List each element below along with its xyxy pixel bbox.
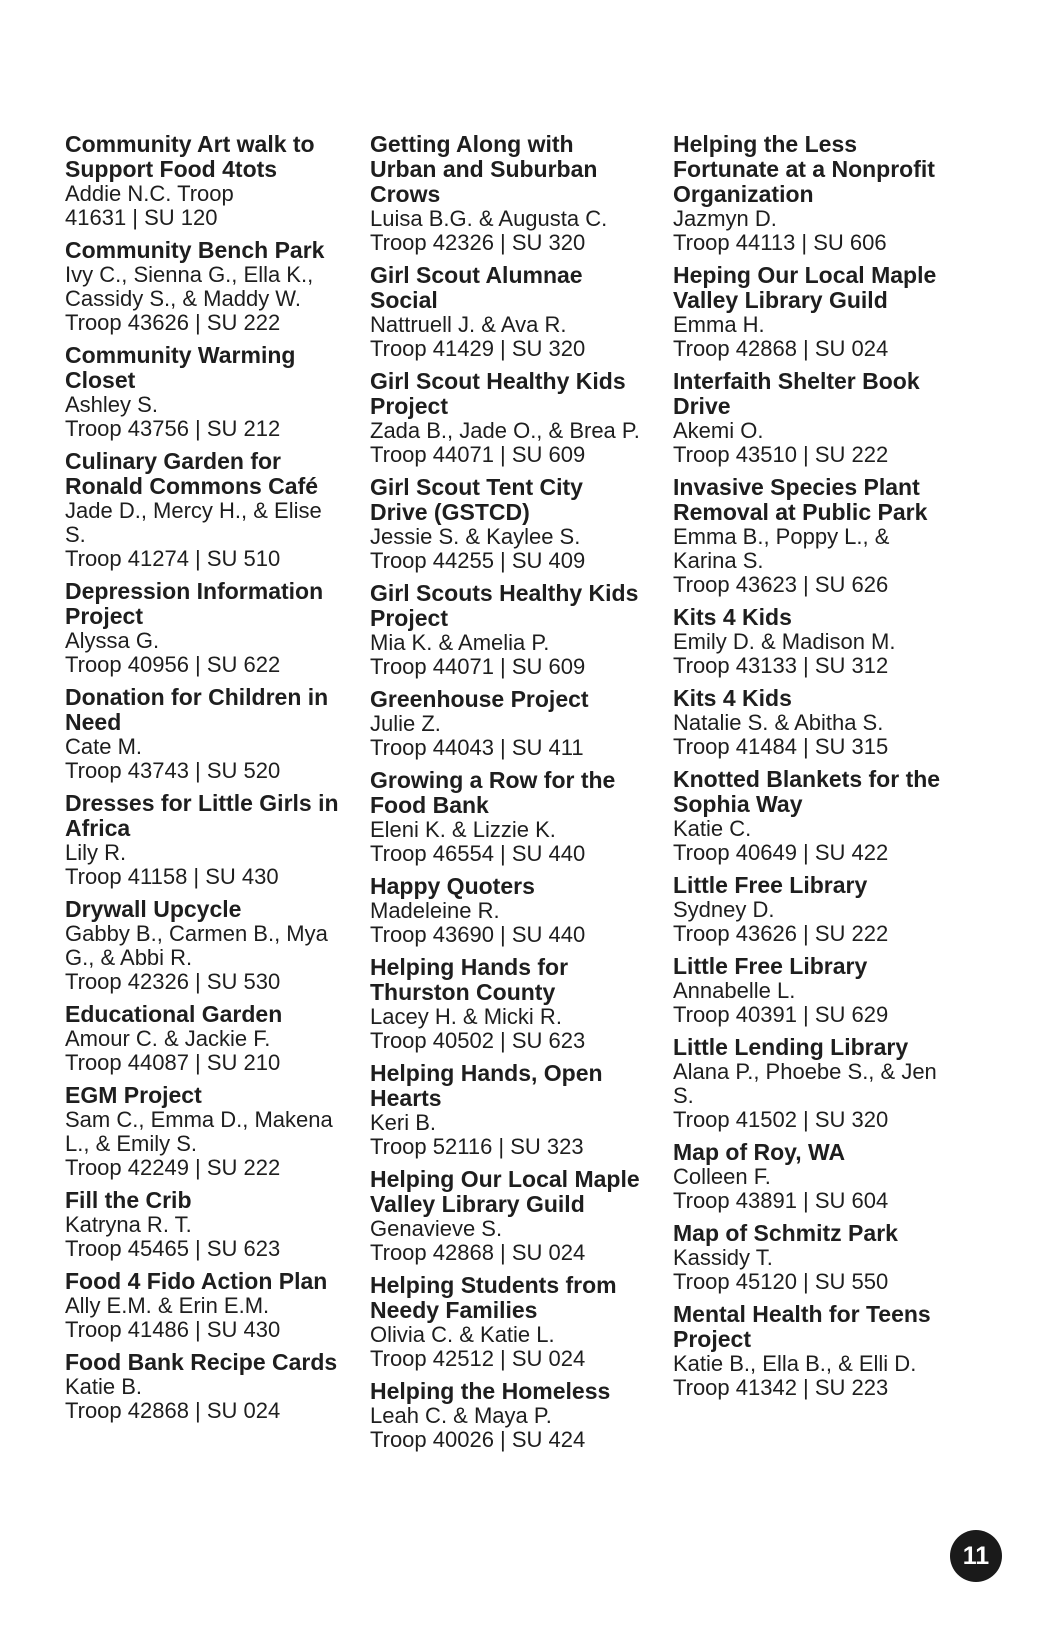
participant-names: Jade D., Mercy H., & Elise S. [65,498,322,547]
project-title: Map of Roy, WA [673,1139,846,1165]
project-title: Helping Hands, Open Hearts [370,1060,603,1111]
project-title: Girl Scout Healthy Kids Project [370,368,626,419]
participant-names: Nattruell J. & Ava R. [370,312,567,337]
project-entry [370,132,645,255]
participant-names: Emma H. [673,312,765,337]
troop-info: Troop 40502 | SU 623 [370,1028,586,1053]
project-entry [65,791,340,889]
troop-info: Troop 43133 | SU 312 [673,653,889,678]
project-title: Helping Students from Needy Families [370,1272,617,1323]
troop-info: Troop 44071 | SU 609 [370,654,586,679]
troop-info: Troop 43743 | SU 520 [65,758,281,783]
project-entry [673,767,948,865]
project-title: Heping Our Local Maple Valley Library Guild [673,262,937,313]
project-entry [65,1269,340,1342]
participant-names: Ally E.M. & Erin E.M. [65,1293,270,1318]
project-title: Drywall Upcycle [65,896,242,922]
project-entry [673,263,948,361]
troop-info: 41631 | SU 120 [65,205,218,230]
project-entry [370,1273,645,1371]
project-title: Little Free Library [673,953,868,979]
troop-info: Troop 42326 | SU 320 [370,230,586,255]
participant-names: Sydney D. [673,897,775,922]
project-title: Little Lending Library [673,1034,909,1060]
project-entry [65,1083,340,1180]
project-entry [673,605,948,678]
project-entry [370,1379,645,1452]
project-entry [673,369,948,467]
participant-names: Katryna R. T. [65,1212,192,1237]
participant-names: Genavieve S. [370,1216,503,1241]
project-entry [370,1061,645,1159]
project-entry [370,1167,645,1265]
project-title: Girl Scout Alumnae Social [370,262,583,313]
project-entry [673,873,948,946]
troop-info: Troop 41502 | SU 320 [673,1107,889,1132]
project-title: Helping the Homeless [370,1378,611,1404]
project-title: Little Free Library [673,872,868,898]
page-number-badge: 11 [950,1530,1002,1582]
project-entry [65,238,340,335]
participant-names: Luisa B.G. & Augusta C. [370,206,608,231]
troop-info: Troop 40649 | SU 422 [673,840,889,865]
project-entry [673,954,948,1027]
troop-info: Troop 42249 | SU 222 [65,1155,281,1180]
project-entry [65,685,340,783]
troop-info: Troop 40026 | SU 424 [370,1427,586,1452]
project-title: Knotted Blankets for the Sophia Way [673,766,941,817]
participant-names: Alyssa G. [65,628,160,653]
troop-info: Troop 42326 | SU 530 [65,969,281,994]
project-title: Mental Health for Teens Project [673,1301,931,1352]
participant-names: Jessie S. & Kaylee S. [370,524,581,549]
project-entry [65,897,340,994]
participant-names: Emily D. & Madison M. [673,629,896,654]
project-title: Girl Scouts Healthy Kids Project [370,580,639,631]
troop-info: Troop 43626 | SU 222 [673,921,889,946]
project-title: Fill the Crib [65,1187,192,1213]
troop-info: Troop 46554 | SU 440 [370,841,586,866]
project-entry [370,581,645,679]
troop-info: Troop 41158 | SU 430 [65,864,279,889]
participant-names: Gabby B., Carmen B., Mya G., & Abbi R. [65,921,328,970]
project-entry [673,1035,948,1132]
project-entry [673,132,948,255]
troop-info: Troop 45465 | SU 623 [65,1236,281,1261]
troop-info: Troop 44113 | SU 606 [673,230,887,255]
project-title: Community Bench Park [65,237,325,263]
participant-names: Eleni K. & Lizzie K. [370,817,556,842]
participant-names: Lacey H. & Micki R. [370,1004,562,1029]
troop-info: Troop 52116 | SU 323 [370,1134,584,1159]
participant-names: Sam C., Emma D., Makena L., & Emily S. [65,1107,333,1156]
project-entry [370,475,645,573]
project-title: Dresses for Little Girls in Africa [65,790,339,841]
participant-names: Julie Z. [370,711,441,736]
project-entry [673,686,948,759]
project-entry [65,132,340,230]
troop-info: Troop 42868 | SU 024 [370,1240,586,1265]
project-title: Food 4 Fido Action Plan [65,1268,328,1294]
column-2 [370,132,645,1460]
participant-names: Keri B. [370,1110,437,1135]
participant-names: Lily R. [65,840,127,865]
project-title: Invasive Species Plant Removal at Public Park [673,474,928,525]
project-entry [370,687,645,760]
participant-names: Jazmyn D. [673,206,777,231]
project-title: Educational Garden [65,1001,283,1027]
project-title: Interfaith Shelter Book Drive [673,368,920,419]
troop-info: Troop 42512 | SU 024 [370,1346,586,1371]
participant-names: Madeleine R. [370,898,500,923]
troop-info: Troop 41274 | SU 510 [65,546,281,571]
project-title: Map of Schmitz Park [673,1220,898,1246]
participant-names: Leah C. & Maya P. [370,1403,552,1428]
troop-info: Troop 41429 | SU 320 [370,336,586,361]
troop-info: Troop 43891 | SU 604 [673,1188,889,1213]
troop-info: Troop 43510 | SU 222 [673,442,889,467]
troop-info: Troop 43690 | SU 440 [370,922,586,947]
troop-info: Troop 43623 | SU 626 [673,572,889,597]
participant-names: Katie C. [673,816,752,841]
troop-info: Troop 44043 | SU 411 [370,735,584,760]
project-title: Culinary Garden for Ronald Commons Café [65,448,319,499]
project-title: EGM Project [65,1082,202,1108]
project-title: Kits 4 Kids [673,685,792,711]
participant-names: Mia K. & Amelia P. [370,630,550,655]
troop-info: Troop 42868 | SU 024 [65,1398,281,1423]
project-entry [370,369,645,467]
participant-names: Katie B. [65,1374,143,1399]
participant-names: Cate M. [65,734,143,759]
troop-info: Troop 41342 | SU 223 [673,1375,889,1400]
project-title: Greenhouse Project [370,686,589,712]
column-1 [65,132,340,1431]
participant-names: Emma B., Poppy L., & Karina S. [673,524,890,573]
project-title: Kits 4 Kids [673,604,792,630]
project-entry [65,579,340,677]
project-title: Helping Hands for Thurston County [370,954,569,1005]
troop-info: Troop 43626 | SU 222 [65,310,281,335]
project-entry [673,1221,948,1294]
troop-info: Troop 40956 | SU 622 [65,652,281,677]
project-entry [65,1350,340,1423]
project-title: Community Warming Closet [65,342,296,393]
project-title: Helping the Less Fortunate at a Nonprofit Organization [673,131,935,207]
troop-info: Troop 45120 | SU 550 [673,1269,889,1294]
project-entry [65,449,340,571]
troop-info: Troop 41486 | SU 430 [65,1317,281,1342]
troop-info: Troop 44071 | SU 609 [370,442,586,467]
participant-names: Olivia C. & Katie L. [370,1322,555,1347]
project-entry [65,343,340,441]
project-title: Community Art walk to Support Food 4tots [65,131,315,182]
troop-info: Troop 44087 | SU 210 [65,1050,281,1075]
troop-info: Troop 44255 | SU 409 [370,548,586,573]
participant-names: Zada B., Jade O., & Brea P. [370,418,640,443]
project-title: Food Bank Recipe Cards [65,1349,338,1375]
project-entry [370,263,645,361]
participant-names: Ivy C., Sienna G., Ella K., Cassidy S., & Maddy W. [65,262,314,311]
project-title: Happy Quoters [370,873,535,899]
project-entry [370,955,645,1053]
project-title: Growing a Row for the Food Bank [370,767,616,818]
project-entry [673,1140,948,1213]
troop-info: Troop 40391 | SU 629 [673,1002,889,1027]
project-entry [65,1002,340,1075]
troop-info: Troop 42868 | SU 024 [673,336,889,361]
participant-names: Amour C. & Jackie F. [65,1026,271,1051]
participant-names: Kassidy T. [673,1245,773,1270]
project-entry [673,1302,948,1400]
troop-info: Troop 43756 | SU 212 [65,416,281,441]
participant-names: Alana P., Phoebe S., & Jen S. [673,1059,937,1108]
participant-names: Colleen F. [673,1164,771,1189]
project-title: Helping Our Local Maple Valley Library Guild [370,1166,640,1217]
project-entry [673,475,948,597]
participant-names: Annabelle L. [673,978,796,1003]
participant-names: Akemi O. [673,418,764,443]
column-3 [673,132,948,1408]
project-entry [65,1188,340,1261]
participant-names: Katie B., Ella B., & Elli D. [673,1351,917,1376]
participant-names: Natalie S. & Abitha S. [673,710,884,735]
project-title: Girl Scout Tent City Drive (GSTCD) [370,474,583,525]
troop-info: Troop 41484 | SU 315 [673,734,889,759]
project-title: Depression Information Project [65,578,324,629]
project-entry [370,768,645,866]
participant-names: Addie N.C. Troop [65,181,234,206]
project-title: Getting Along with Urban and Suburban Crows [370,131,598,207]
project-title: Donation for Children in Need [65,684,329,735]
project-entry [370,874,645,947]
participant-names: Ashley S. [65,392,158,417]
